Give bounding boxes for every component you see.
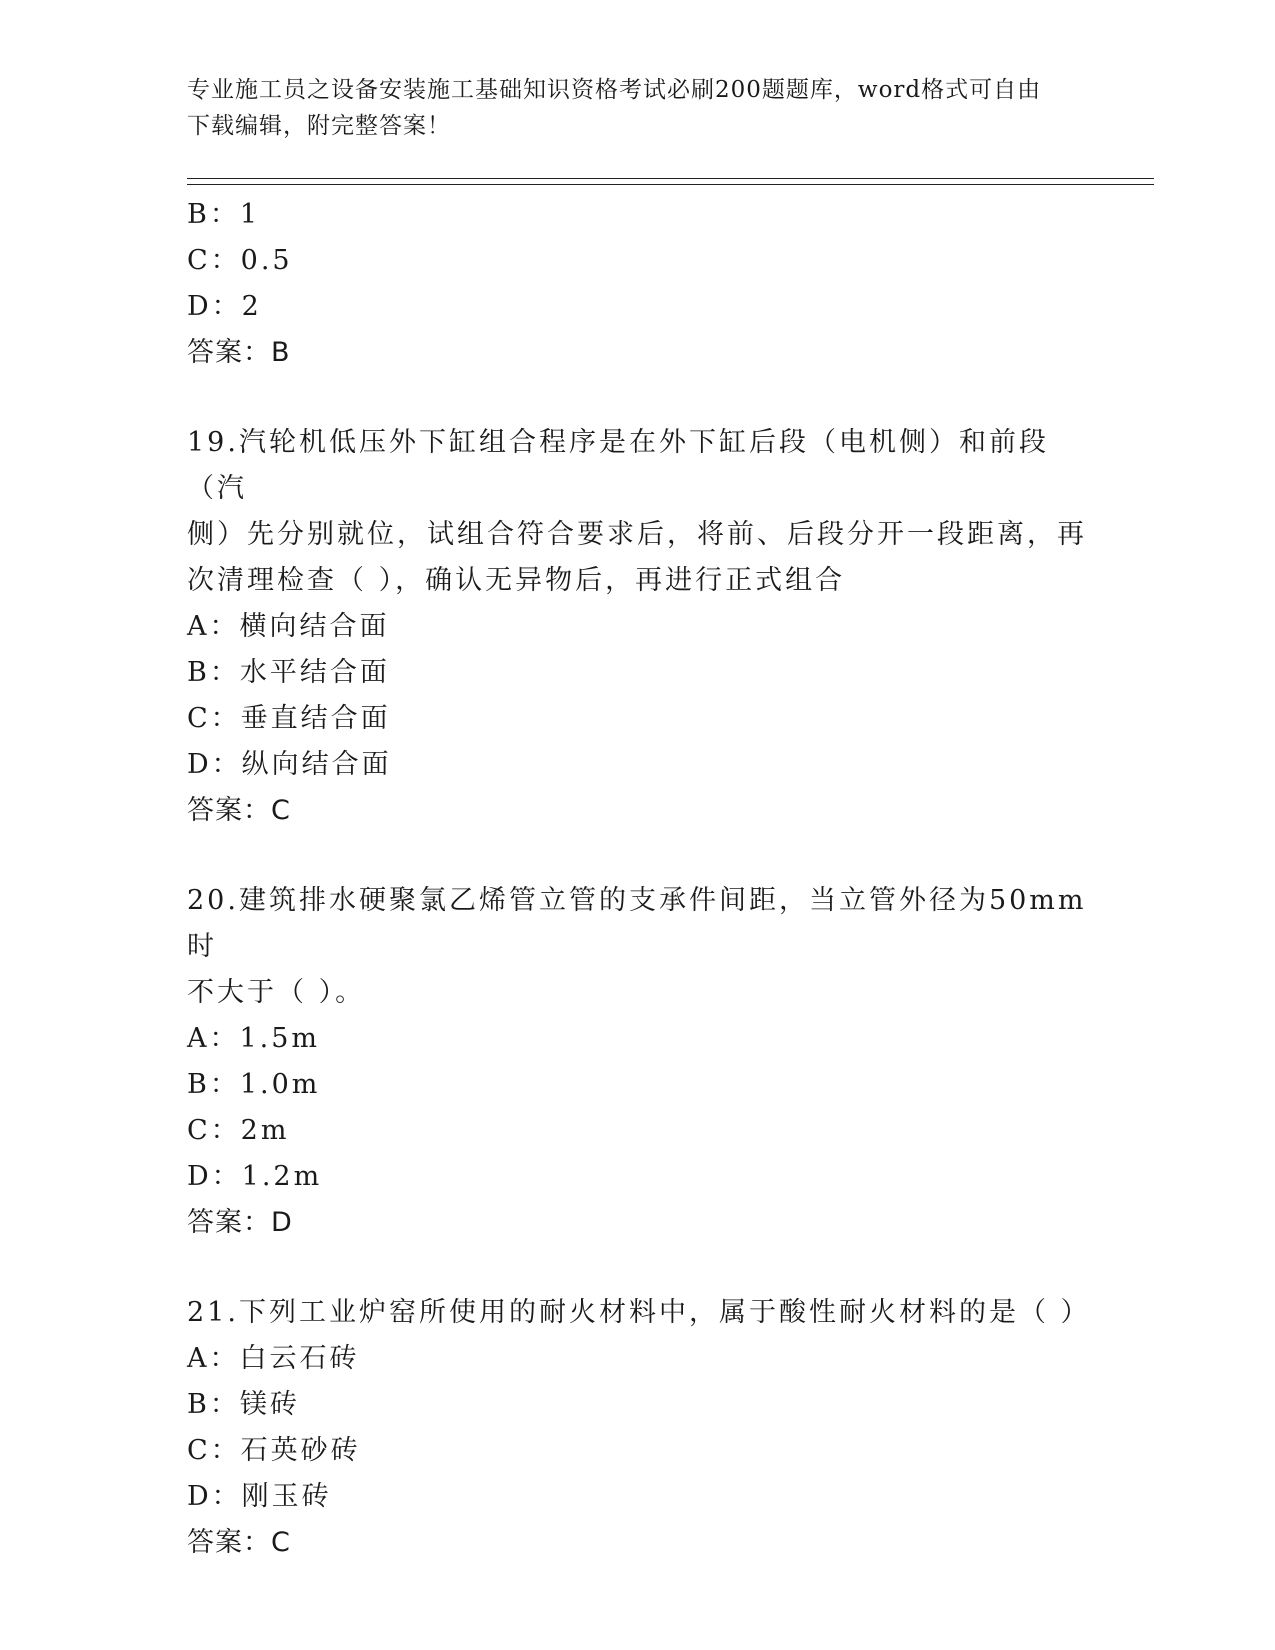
answer-line: 答案：C: [187, 795, 291, 826]
option-c: C：石英砂砖: [187, 1435, 361, 1466]
option-d: D：1.2m: [187, 1161, 323, 1192]
option-b: B：水平结合面: [187, 657, 390, 688]
option-c: C：垂直结合面: [187, 703, 391, 734]
question-list: [187, 192, 1091, 1566]
header-title-line-2: 下载编辑，附完整答案！: [187, 113, 451, 139]
question-text-line: 19.汽轮机低压外下缸组合程序是在外下缸后段（电机侧）和前段（汽: [187, 427, 1049, 504]
option-d: D：纵向结合面: [187, 749, 392, 780]
answer-line: 答案：B: [187, 337, 291, 368]
header-divider-top: [187, 178, 1154, 179]
question-text-line: 21.下列工业炉窑所使用的耐火材料中，属于酸性耐火材料的是（ ）: [187, 1297, 1091, 1328]
question-19: [187, 420, 1087, 834]
option-a: A：横向结合面: [187, 611, 390, 642]
answer-line: 答案：D: [187, 1207, 293, 1238]
option-d: D：2: [187, 291, 262, 322]
option-a: A：1.5m: [187, 1023, 321, 1054]
continued-question: [187, 192, 1087, 376]
document-header: [187, 72, 1087, 144]
option-c: C：0.5: [187, 245, 293, 276]
header-title-line-1: 专业施工员之设备安装施工基础知识资格考试必刷200题题库，word格式可自由: [187, 77, 1042, 103]
question-text-line: 次清理检查（ ），确认无异物后，再进行正式组合: [187, 565, 846, 596]
option-a: A：白云石砖: [187, 1343, 360, 1374]
option-d: D：刚玉砖: [187, 1481, 332, 1512]
question-text-line: 20.建筑排水硬聚氯乙烯管立管的支承件间距，当立管外径为50mm时: [187, 885, 1087, 962]
option-b: B：镁砖: [187, 1389, 300, 1420]
question-21: [187, 1290, 1091, 1566]
option-b: B：1.0m: [187, 1069, 321, 1100]
option-c: C：2m: [187, 1115, 290, 1146]
question-text-line: 不大于（ ）。: [187, 977, 366, 1008]
answer-line: 答案：C: [187, 1527, 291, 1558]
option-b: B：1: [187, 199, 261, 230]
question-text-line: 侧）先分别就位，试组合符合要求后，将前、后段分开一段距离，再: [187, 519, 1087, 550]
header-divider-bottom: [187, 184, 1154, 185]
question-20: [187, 878, 1087, 1246]
